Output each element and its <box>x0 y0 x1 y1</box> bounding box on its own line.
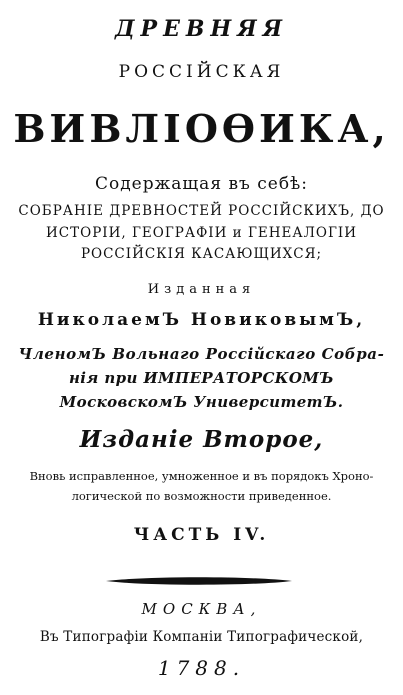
publisher-name: НиколаемЪ НовиковымЪ, <box>37 310 366 330</box>
collection-line-1: СОБРАНІЕ ДРЕВНОСТЕЙ РОССІЙСКИХЪ, ДО <box>18 203 385 219</box>
member-line-2: нія при ИМПЕРАТОРСКОМЪ <box>68 369 335 387</box>
edition-line: Изданіе Второе, <box>79 426 324 453</box>
publication-year: 1788. <box>157 656 246 680</box>
part-number: ЧАСТЬ IV. <box>133 525 270 545</box>
title-line-2: РОССІЙСКАЯ <box>118 62 285 82</box>
contains-line: Содержащая въ себѣ: <box>94 174 309 194</box>
member-line-1: ЧленомЪ Вольнаго Россійскаго Собра- <box>18 345 385 363</box>
published-by-label: Изданная <box>147 282 256 297</box>
collection-line-3: РОССІЙСКІЯ КАСАЮЩИХСЯ; <box>80 246 323 262</box>
revised-line-2: логической по возможности приведенное. <box>71 489 332 503</box>
title-line-1: ДРЕВНЯЯ <box>114 16 289 42</box>
printing-house: Въ Типографіи Компаніи Типографической, <box>39 629 364 645</box>
collection-line-2: ИСТОРІИ, ГЕОГРАФІИ и ГЕНЕАЛОГІИ <box>46 225 357 241</box>
city-name: МОСКВА, <box>141 600 262 618</box>
revised-line-1: Вновь исправленное, умноженное и въ порядокъ Хроно- <box>29 469 374 483</box>
title-line-3: ВИВЛІОѲИКА, <box>13 106 390 151</box>
ornamental-rule <box>106 574 292 588</box>
member-line-3: МосковскомЪ УниверситетЪ. <box>59 393 344 411</box>
